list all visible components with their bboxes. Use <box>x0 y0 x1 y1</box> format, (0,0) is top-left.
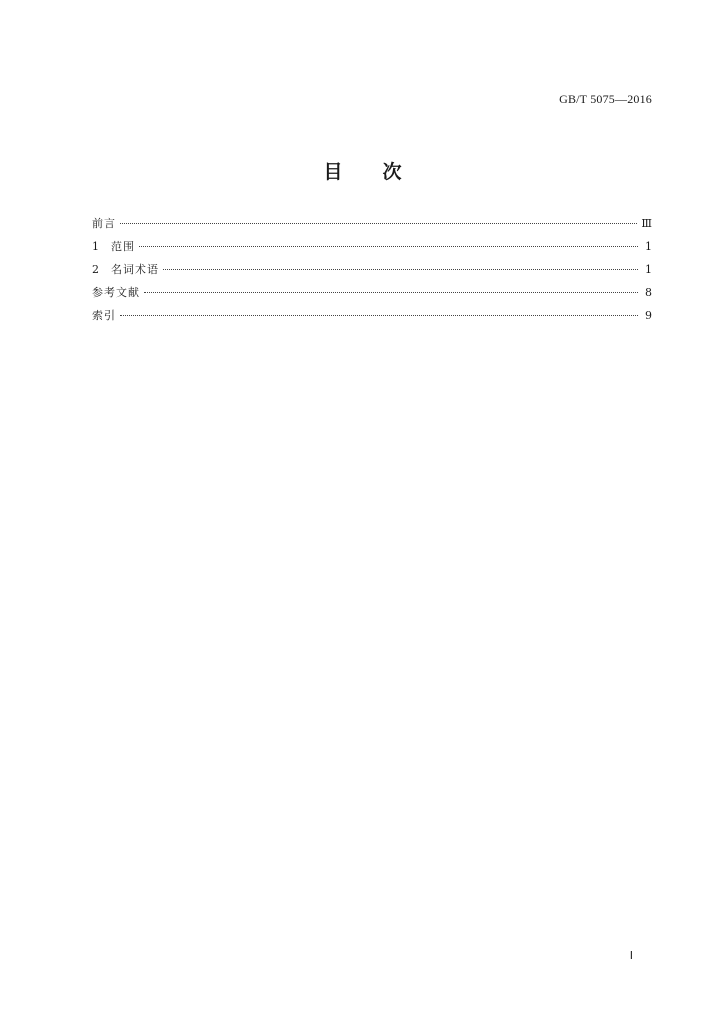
toc-entry-index[interactable] <box>92 304 652 327</box>
toc-entry-number: 2 <box>92 263 99 276</box>
toc-leader-dots <box>120 222 637 224</box>
toc-leader-dots <box>139 245 638 247</box>
toc-entry-label: 参考文献 <box>92 286 140 299</box>
title-char-1: 目 <box>323 161 343 183</box>
page-number: Ⅰ <box>629 950 633 962</box>
toc-entry-terms[interactable] <box>92 258 652 281</box>
toc-entry-scope[interactable] <box>92 235 652 258</box>
toc-entry-label: 前言 <box>92 217 116 230</box>
toc-leader-dots <box>144 291 638 293</box>
toc-entry-page: 8 <box>645 286 652 299</box>
toc-entry-number: 1 <box>92 240 99 253</box>
toc-leader-dots <box>120 314 638 316</box>
toc-entry-label: 索引 <box>92 309 116 322</box>
table-of-contents <box>92 212 652 327</box>
toc-entry-references[interactable] <box>92 281 652 304</box>
toc-entry-page: 1 <box>645 240 652 253</box>
toc-entry-page: Ⅲ <box>641 217 652 230</box>
toc-leader-dots <box>163 268 638 270</box>
standard-code: GB/T 5075—2016 <box>559 92 652 106</box>
toc-entry-page: 9 <box>645 309 652 322</box>
page-title <box>0 157 725 184</box>
title-char-2: 次 <box>382 161 402 183</box>
toc-entry-page: 1 <box>645 263 652 276</box>
toc-entry-foreword[interactable] <box>92 212 652 235</box>
toc-entry-label: 范围 <box>111 240 135 253</box>
toc-entry-label: 名词术语 <box>111 263 159 276</box>
